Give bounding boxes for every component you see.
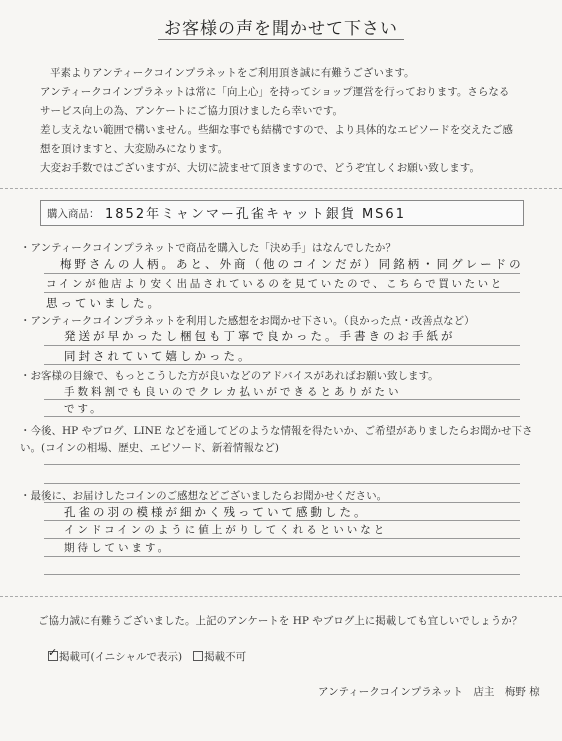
consent-allow-label: 掲載可(イニシャルで表示)	[59, 651, 183, 663]
checkbox-checked-icon[interactable]	[48, 651, 58, 661]
title-underline	[158, 39, 404, 40]
intro-line: 平素よりアンティークコインプラネットをご利用頂き誠に有難うございます。	[50, 67, 415, 79]
product-value: 1852年ミャンマー孔雀キャット銀貨 MS61	[105, 207, 406, 222]
section-divider	[0, 596, 562, 597]
consent-deny-label: 掲載不可	[204, 651, 247, 663]
section-divider	[0, 188, 562, 189]
answer-rule	[44, 574, 520, 575]
answer-rule	[44, 483, 520, 484]
question-2: ・アンティークコインプラネットを利用した感想をお聞かせ下さい。（良かった点・改善点など）	[20, 315, 475, 327]
answer-5-line: 期待しています。	[64, 542, 172, 554]
answer-rule	[44, 538, 520, 539]
consent-deny[interactable]	[193, 645, 246, 664]
page-title: お客様の声を聞かせて下さい	[164, 19, 398, 39]
intro-line: 大変お手数ではございますが、大切に読ませて頂きますので、どうぞ宜しくお願い致します。	[40, 162, 480, 174]
answer-1-line: コインが他店より安く出品されているのを見ていたので、こちらで買いたいと	[46, 278, 504, 290]
consent-allow[interactable]	[48, 645, 187, 664]
answer-rule	[44, 556, 520, 557]
answer-1-line: 梅野さんの人柄。あと、外商（他のコインだが）同銘柄・同グレードの	[60, 257, 524, 271]
intro-line: 想を頂けますと、大変励みになります。	[40, 143, 229, 155]
checkbox-icon[interactable]	[193, 651, 203, 661]
product-label: 購入商品：	[47, 208, 100, 220]
answer-3-line: です。	[64, 403, 104, 415]
question-3: ・お客様の目線で、もっとこうした方が良いなどのアドバイスがあればお願い致します。	[20, 370, 439, 382]
signature: アンティークコインプラネット 店主 梅野 椋	[318, 686, 540, 698]
answer-rule	[44, 345, 520, 346]
answer-5-line: 孔雀の羽の模様が細かく残っていて感動した。	[64, 505, 369, 519]
answer-5-line: インドコインのように値上がりしてくれるといいなと	[64, 524, 388, 536]
answer-2-line: 同封されていて嬉しかった。	[64, 349, 253, 363]
answer-rule	[44, 416, 520, 417]
answer-rule	[44, 292, 520, 293]
answer-rule	[44, 520, 520, 521]
intro-line: アンティークコインプラネットは常に「向上心」を持ってショップ運営を行っております。さらなる	[40, 86, 510, 98]
answer-rule	[44, 399, 520, 400]
question-4-cont: い。(コインの相場、歴史、エピソード、新着情報など)	[20, 442, 279, 454]
answer-rule	[44, 273, 520, 274]
answer-2-line: 発送が早かったし梱包も丁寧で良かった。手書きのお手紙が	[64, 329, 456, 343]
intro-line: 差し支えない範囲で構いません。些細な事でも結構ですので、より具体的なエピソードを交えたご感	[40, 124, 513, 136]
question-4: ・今後、HP やブログ、LINE などを通してどのような情報を得たいか、ご希望がありましたらお聞かせ下さ	[20, 425, 533, 437]
intro-text	[40, 64, 540, 178]
intro-line: サービス向上の為、アンケートにご協力頂けましたら幸いです。	[40, 105, 344, 117]
consent-options	[48, 645, 246, 664]
answer-rule	[44, 364, 520, 365]
question-1: ・アンティークコインプラネットで商品を購入した「決め手」はなんでしたか？	[20, 242, 396, 254]
answer-3-line: 手数料割でも良いのでクレカ払いができるとありがたい	[64, 386, 402, 398]
question-5: ・最後に、お届けしたコインのご感想などございましたらお聞かせください。	[20, 490, 388, 502]
answer-1-line: 思っていました。	[46, 296, 162, 310]
answer-rule	[44, 464, 520, 465]
closing-question: ご協力誠に有難うございました。上記のアンケートを HP やブログ上に掲載しても宜しいでしょうか？	[38, 615, 523, 627]
